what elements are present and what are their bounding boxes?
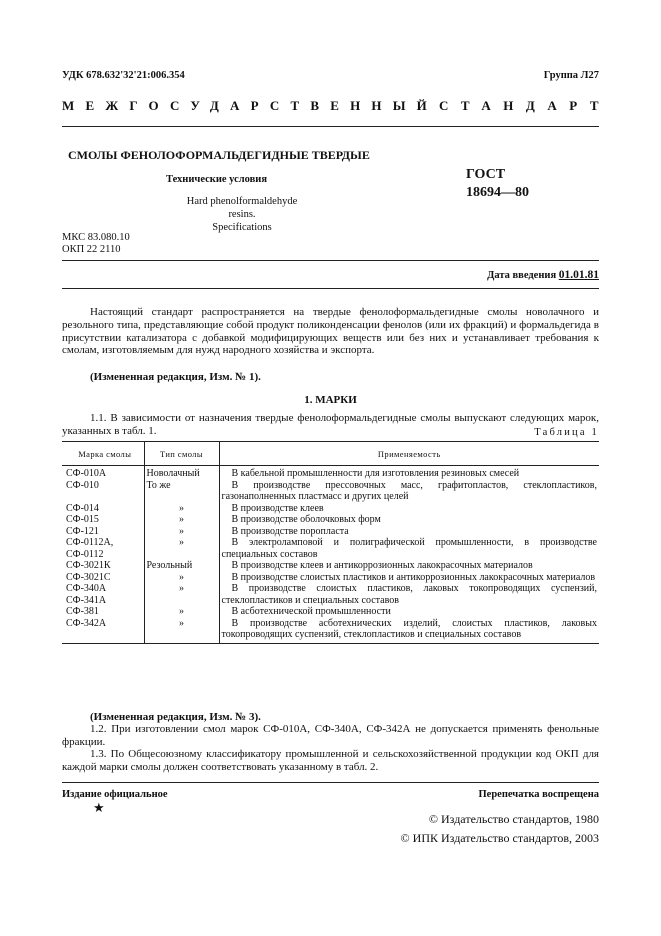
mks-code: МКС 83.080.10 (62, 232, 130, 243)
cell-use: В электроламповой и полиграфической промышленности, в производстве специальных составов (219, 537, 599, 560)
intro-paragraph: Настоящий стандарт распространяется на твердые фенолоформальдегидные смолы новолачного и резольного типа, представляющие собой продукт поликонденсации фенолов (или их фракций) и формальдегида в присутствии катализатора с добавкой модифицирующих веществ или без них и устанавливает требования к смолам, изготовляемым для нужд народного хозяйства и экспорта. (62, 306, 599, 357)
grades-table (62, 441, 599, 644)
amendment-note-1: (Измененная редакция, Изм. № 1). (90, 371, 261, 383)
footer-rule (62, 782, 599, 783)
cell-type: » (144, 618, 219, 644)
table-row (62, 537, 599, 560)
english-title (172, 195, 312, 234)
cell-type: » (144, 606, 219, 618)
cell-use: В кабельной промышленности для изготовления резиновых смесей (219, 466, 599, 480)
table-row (62, 466, 599, 480)
cell-grade: СФ-342А (62, 618, 144, 644)
table-row (62, 560, 599, 572)
cell-use: В производстве оболочковых форм (219, 514, 599, 526)
cell-grade: СФ-014 (66, 502, 99, 514)
table-row (62, 514, 599, 526)
cell-grade: СФ-015 (66, 514, 99, 525)
table-row (62, 618, 599, 644)
classification-codes (62, 232, 130, 256)
cell-use: В производстве прессовочных масс, графитопластов, стеклопластиков, газонаполненных пластмасс и других целей (219, 480, 599, 503)
cell-type: » (144, 537, 219, 560)
cell-use: В производстве асботехнических изделий, слоистых пластиков, лаковых токопроводящих суспензий, стеклопластиков и специальных составов (219, 618, 599, 644)
clause-1-2: 1.2. При изготовлении смол марок СФ-010А, СФ-340А, СФ-342А не допускается применять фенольные фракции. (62, 723, 599, 748)
document-subtitle: Технические условия (166, 174, 268, 185)
cell-use: В производстве слоистых пластиков, лаковых токопроводящих суспензий, стеклопластиков и специальных составов (219, 583, 599, 606)
cell-type: » (144, 526, 219, 538)
intro-date-value: 01.01.81 (558, 269, 599, 281)
table-header-row (62, 442, 599, 466)
clause-1-3: 1.3. По Общесоюзному классификатору промышленной и сельскохозяйственной продукции код ОКП для каждой марки смолы должен соответствовать указанному в табл. 2. (62, 748, 599, 773)
introduction-date (487, 269, 599, 281)
banner-word-standard: СТАНДАРТ (438, 98, 611, 113)
english-title-line2: Specifications (212, 222, 272, 233)
udk-code: УДК 678.632'32'21:006.354 (62, 70, 185, 81)
intro-date-label: Дата введения (487, 270, 557, 281)
official-edition: Издание официальное (62, 789, 168, 800)
gost-number: 18694—80 (466, 185, 529, 200)
cell-type: » (144, 514, 219, 526)
table-row (62, 606, 599, 618)
cell-use: В производстве клеев (219, 503, 599, 515)
clause-1-1: 1.1. В зависимости от назначения твердые фенолоформальдегидные смолы выпускают следующих марок, указанных в табл. 1. (62, 412, 599, 437)
cell-grade: СФ-3021С (66, 571, 111, 583)
gost-label: ГОСТ (466, 167, 506, 182)
copyright-2003: © ИПК Издательство стандартов, 2003 (400, 831, 599, 845)
table-row (62, 503, 599, 515)
cell-type: » (144, 572, 219, 584)
document-title: СМОЛЫ ФЕНОЛОФОРМАЛЬДЕГИДНЫЕ ТВЕРДЫЕ (68, 148, 370, 162)
cell-type: То же (144, 480, 219, 503)
table-1-label: Таблица 1 (534, 427, 599, 438)
cell-grade: СФ-381 (66, 606, 99, 617)
table-row (62, 480, 599, 503)
cell-use: В производстве клеев и антикоррозионных лакокрасочных материалов (219, 560, 599, 572)
standard-banner (62, 98, 611, 114)
col-header-type: Тип смолы (144, 442, 219, 466)
cell-grade: СФ-010 (66, 479, 99, 491)
date-rule (62, 288, 599, 289)
cell-use: В производстве поропласта (219, 526, 599, 538)
cell-grade: СФ-0112А, СФ-0112 (66, 537, 114, 560)
cell-type: Новолачный (144, 466, 219, 480)
table-row (62, 583, 599, 606)
okp-code: ОКП 22 2110 (62, 244, 121, 255)
header-rule (62, 260, 599, 261)
group-code: Группа Л27 (543, 70, 599, 81)
cell-grade: СФ-340А СФ-341А (66, 583, 107, 606)
star-icon: ★ (93, 800, 105, 815)
col-header-grade: Марка смолы (62, 442, 144, 466)
cell-type: » (144, 583, 219, 606)
table-row (62, 572, 599, 584)
cell-use: В асботехнической промышленности (219, 606, 599, 618)
gost-designation (466, 166, 529, 202)
cell-grade: СФ-3021К (66, 560, 111, 571)
banner-rule (62, 126, 599, 127)
col-header-use: Применяемость (219, 442, 599, 466)
table-body (62, 466, 599, 644)
table-row (62, 526, 599, 538)
amendment-note-3: (Измененная редакция, Изм. № 3). (90, 711, 261, 723)
english-title-line1: Hard phenolformaldehyde resins. (186, 196, 298, 220)
cell-use: В производстве слоистых пластиков и антикоррозионных лакокрасочных материалов (219, 572, 599, 584)
cell-type: Резольный (144, 560, 219, 572)
section-1-heading: 1. МАРКИ (304, 394, 357, 406)
cell-grade: СФ-010А (66, 468, 107, 479)
cell-grade: СФ-121 (66, 525, 99, 537)
cell-type: » (144, 503, 219, 515)
banner-word-interstate: МЕЖГОСУДАРСТВЕННЫЙ (62, 98, 438, 113)
reprint-prohibited: Перепечатка воспрещена (478, 789, 599, 800)
copyright-1980: © Издательство стандартов, 1980 (428, 812, 599, 826)
